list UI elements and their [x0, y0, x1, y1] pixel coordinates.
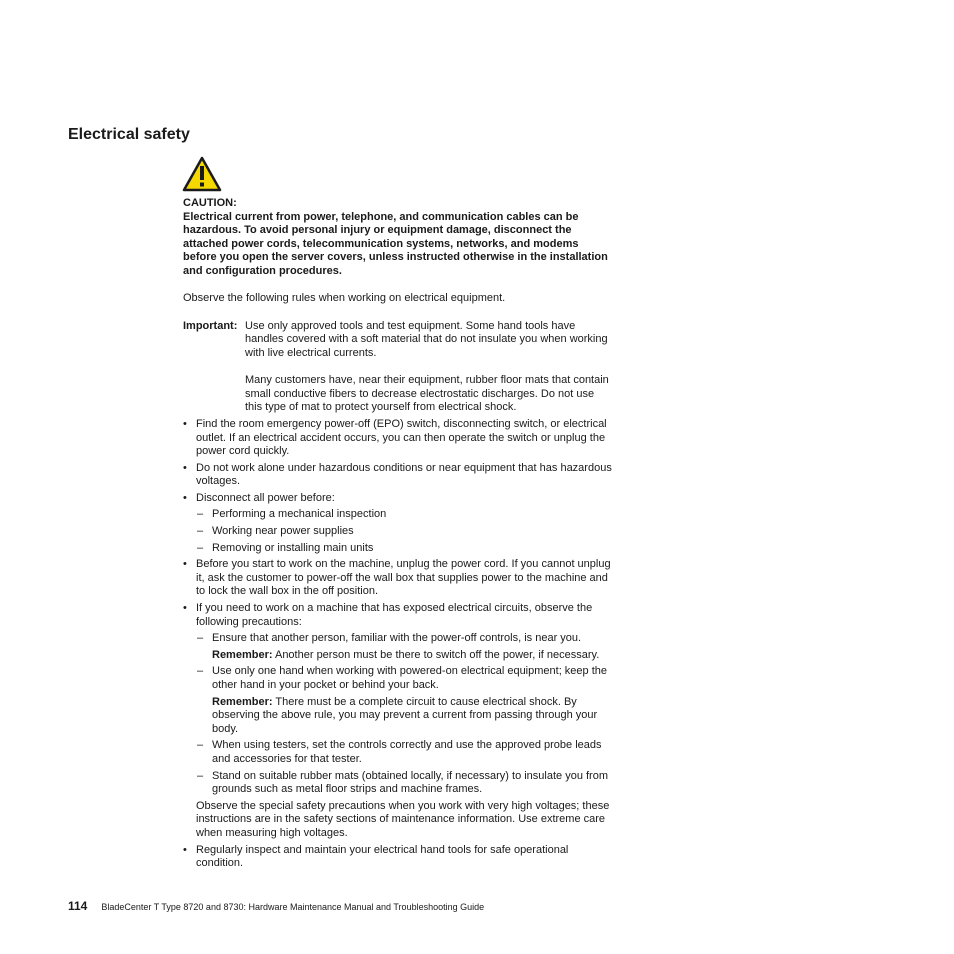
list-item-text: Regularly inspect and maintain your electrical hand tools for safe operational condition.	[196, 843, 569, 870]
list-item-text: Do not work alone under hazardous conditions or near equipment that has hazardous voltages.	[196, 461, 612, 488]
page-number: 114	[68, 899, 88, 913]
important-body	[245, 320, 613, 415]
sub-list-item: – Working near power supplies	[196, 525, 613, 539]
page-footer	[68, 900, 484, 913]
remember-text: Another person must be there to switch off the power, if necessary.	[272, 648, 600, 661]
caution-text: Electrical current from power, telephone, and communication cables can be hazardous. To avoid personal injury or equipment damage, disconnect the attached power cords, telecommunication systems, networks, and modems before you open the server covers, unless instructed otherwise in the installation and configuration procedures.	[183, 210, 608, 277]
sub-list-item: – Performing a mechanical inspection	[196, 508, 613, 522]
sub-list-item	[196, 632, 613, 662]
remember-text: There must be a complete circuit to cause electrical shock. By observing the above rule, you may prevent a current from passing through your body.	[212, 695, 598, 735]
sub-list-item: – Removing or installing main units	[196, 542, 613, 556]
sub-list-item	[196, 665, 613, 736]
intro-text: Observe the following rules when working on electrical equipment.	[183, 292, 506, 305]
sub-list	[196, 632, 613, 797]
warning-triangle-icon	[182, 156, 222, 192]
sub-list-item-text: Ensure that another person, familiar with the power-off controls, is near you.	[212, 632, 582, 645]
list-item	[183, 492, 613, 555]
list-item	[183, 558, 613, 599]
sub-list-item: – When using testers, set the controls correctly and use the approved probe leads and accessories for that tester.	[196, 739, 613, 766]
rules-list	[183, 418, 613, 871]
important-note	[183, 320, 613, 415]
list-item	[183, 602, 613, 841]
important-para-2: Many customers have, near their equipment, rubber floor mats that contain small conductive fibers to decrease electrostatic discharges. Do not use this type of mat to protect yourself from electrical shock.	[245, 374, 609, 414]
section-heading: Electrical safety	[68, 126, 190, 143]
high-voltage-note: Observe the special safety precautions when you work with very high voltages; these instructions are in the safety sections of maintenance information. Use extreme care when measuring high voltages.	[196, 799, 610, 839]
remember-note	[212, 649, 613, 663]
sub-list	[196, 508, 613, 555]
list-item-text: Disconnect all power before:	[196, 491, 335, 504]
list-item-text: If you need to work on a machine that has exposed electrical circuits, observe the following precautions:	[196, 602, 593, 628]
remember-label: Remember:	[212, 648, 273, 661]
important-label: Important:	[183, 319, 238, 332]
remember-label: Remember:	[212, 695, 273, 708]
caution-label: CAUTION:	[183, 197, 237, 209]
list-item	[183, 844, 613, 871]
list-item-text: Find the room emergency power-off (EPO) switch, disconnecting switch, or electrical outlet. If an electrical accident occurs, you can then operate the switch or unplug the power cord quickly.	[196, 417, 607, 458]
list-item	[183, 462, 613, 489]
remember-note	[212, 696, 613, 737]
important-para-1: Use only approved tools and test equipment. Some hand tools have handles covered with a soft material that do not insulate you when working with live electrical currents.	[245, 319, 608, 359]
sub-list-item-text: Use only one hand when working with powered-on electrical equipment; keep the other hand in your pocket or behind your back.	[212, 665, 608, 691]
footer-title: BladeCenter T Type 8720 and 8730: Hardware Maintenance Manual and Troubleshooting Guide	[101, 902, 485, 912]
body-content	[183, 197, 613, 874]
sub-list-item: – Stand on suitable rubber mats (obtained locally, if necessary) to insulate you from grounds such as metal floor strips and machine frames.	[196, 770, 613, 797]
list-item	[183, 418, 613, 459]
list-item-text: Before you start to work on the machine, unplug the power cord. If you cannot unplug it, ask the customer to power-off the wall box that supplies power to the machine and to lock the wall box in the off position.	[196, 558, 611, 598]
